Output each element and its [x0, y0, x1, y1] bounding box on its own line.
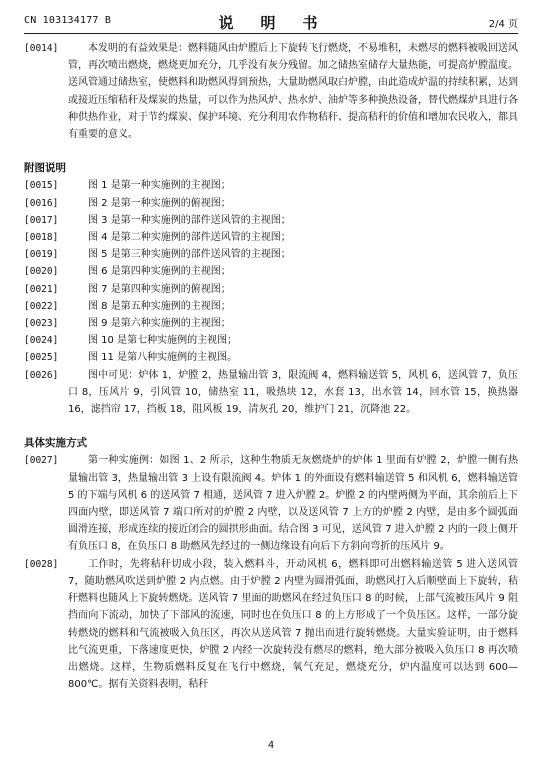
page-header: [18, 12, 524, 32]
paragraph: [24, 349, 518, 366]
paragraph-number: [0016]: [24, 197, 59, 209]
paragraph-number: [0026]: [24, 369, 59, 381]
paragraph-number: [0014]: [24, 43, 59, 54]
paragraph-text: 图 2 是第一种实施例的俯视图；: [88, 197, 231, 209]
section-heading-embodiment: 具体实施方式: [24, 437, 87, 450]
paragraph-number: [0017]: [24, 214, 59, 226]
patent-number: CN 103134177 B: [24, 15, 112, 26]
paragraph: [24, 452, 518, 555]
paragraph-text: 图 8 是第五种实施例的主视图；: [88, 300, 231, 312]
header-divider: [24, 33, 518, 34]
paragraph-text: 图 6 是第四种实施例的主视图；: [88, 266, 231, 278]
paragraph: [24, 212, 518, 229]
page-number: 4: [267, 740, 275, 751]
paragraph-text: 图 5 是第三种实施例的部件送风管的主视图；: [88, 249, 291, 261]
paragraph-text: 工作时，先将秸秆切成小段，装入燃料斗，开动风机 6，燃料即可出燃料输送管 5 进入送风管 7，随助燃风吹送到炉膛 2 内点燃。由于炉膛 2 内壁为圆滑弧面，助燃风打入后顺壁面上下旋转，秸秆燃料也随风上下旋转燃烧。送风管 7 里面的助燃风在经过负压口 8 的时候，上部气流被压风片 9 阻挡而向下流动，加快了下部风的流速，同时也在负压口 8 的上方形成了一个负压区。这样，一部分旋转燃烧的燃料和气流被吸入负压区，再次从送风管 7 抛出而进行旋转燃烧。大量实验证明，由于燃料比气流更重，下落速度更快，炉膛 2 内经一次旋转没有燃尽的燃料，绝大部分被吸入负压口 8 再次喷出燃烧。这样，生物质燃料反复在飞行中燃烧，氧气充足，燃烧充分，炉内温度可以达到 600—800℃。据有关资料表明，秸秆: [68, 558, 518, 691]
paragraph: [24, 40, 518, 143]
paragraph: [24, 332, 518, 349]
paragraph-text: 图 10 是第七种实施例的主视图；: [88, 335, 238, 347]
paragraph-text: 图 4 是第二种实施例的部件送风管的主视图；: [88, 232, 291, 244]
paragraph: [24, 195, 518, 212]
paragraph-number: [0021]: [24, 283, 59, 295]
paragraph: [24, 367, 518, 419]
paragraph: [24, 246, 518, 263]
paragraph: [24, 263, 518, 280]
paragraph-text: 图 11 是第八种实施例的主视图。: [88, 352, 238, 364]
paragraph-number: [0025]: [24, 352, 59, 364]
paragraph-number: [0028]: [24, 558, 59, 570]
section-heading-figures: 附图说明: [24, 162, 66, 175]
paragraph: [24, 315, 518, 332]
paragraph: [24, 229, 518, 246]
paragraph-number: [0020]: [24, 266, 59, 278]
paragraph-text: 图 7 是第四种实施例的俯视图；: [88, 283, 231, 295]
paragraph-text: 图 1 是第一种实施例的主视图；: [88, 180, 231, 192]
paragraph-number: [0022]: [24, 300, 59, 312]
paragraph-text: 本发明的有益效果是：燃料随风由炉膛后上下旋转飞行燃烧，不易堆积，未燃尽的燃料被吸回送风管，再次喷出燃烧，燃烧更加充分，几乎没有灰分残留。加之储热室储存大量热能，可提高炉膛温度。送风管通过储热室，使燃料和助燃风得到预热，大量助燃风取白炉膛，由此造成炉温的持续积累，达到或接近压缩秸秆及煤炭的热量，可以作为热风炉、热水炉、油炉等多种换热设备，替代燃煤炉具进行各种供热作业，对于节约煤炭、保护环境、充分利用农作物秸秆、提高秸秆的价值和增加农民收入，都具有重要的意义。: [68, 43, 518, 141]
document-body: [24, 40, 518, 693]
paragraph-text: 图 3 是第一种实施例的部件送风管的主视图；: [88, 214, 291, 226]
document-title: 说 明 书: [218, 14, 324, 32]
paragraph-number: [0023]: [24, 318, 59, 330]
paragraph-number: [0019]: [24, 249, 59, 261]
paragraph-number: [0015]: [24, 180, 59, 192]
paragraph-text: 第一种实施例：如图 1、2 所示，这种生物质无灰燃烧炉的炉体 1 里面有炉膛 2，炉膛一侧有热量输出管 3，热量输出管 3 上设有限流阀 4。炉体 1 的外面设有燃料输送管 5 和风机 6，燃料输送管 5 的下端与风机 6 的送风管 7 相通，送风管 7 进入炉膛 2。炉膛 2 的内壁两侧为平面，其余前后上下四面内壁，即送风管 7 端口所对的炉膛 2 内壁，以及送风管 7 上方的炉膛 2 内壁，是由多个圆弧面圆滑连接，形成连续的接近闭合的圆拱形曲面。结合图 3 可见，送风管 7 进入炉膛 2 内的一段上侧开有负压口 8，在负压口 8 助燃风先经过的一侧边缘设有向后下方斜向弯折的压风片 9。: [68, 455, 518, 553]
paragraph-number: [0018]: [24, 232, 59, 244]
paragraph: [24, 281, 518, 298]
paragraph-number: [0024]: [24, 335, 59, 347]
paragraph: [24, 177, 518, 194]
paragraph: [24, 298, 518, 315]
page-indicator: 2/4 页: [488, 19, 518, 30]
paragraph-text: 图 9 是第六种实施例的主视图；: [88, 318, 231, 330]
paragraph-text: 图中可见：炉体 1，炉膛 2，热量输出管 3，限流阀 4，燃料输送管 5，风机 6，送风管 7，负压口 8，压风片 9，引风管 10，储热室 11，吸热块 12，水套 13，出水管 14，回水管 15，换热器 16，滤挡帘 17，挡板 18，阻风板 19，清灰孔 20，维护门 21，沉降池 22。: [68, 369, 518, 416]
paragraph: [24, 556, 518, 694]
paragraph-number: [0027]: [24, 455, 59, 467]
